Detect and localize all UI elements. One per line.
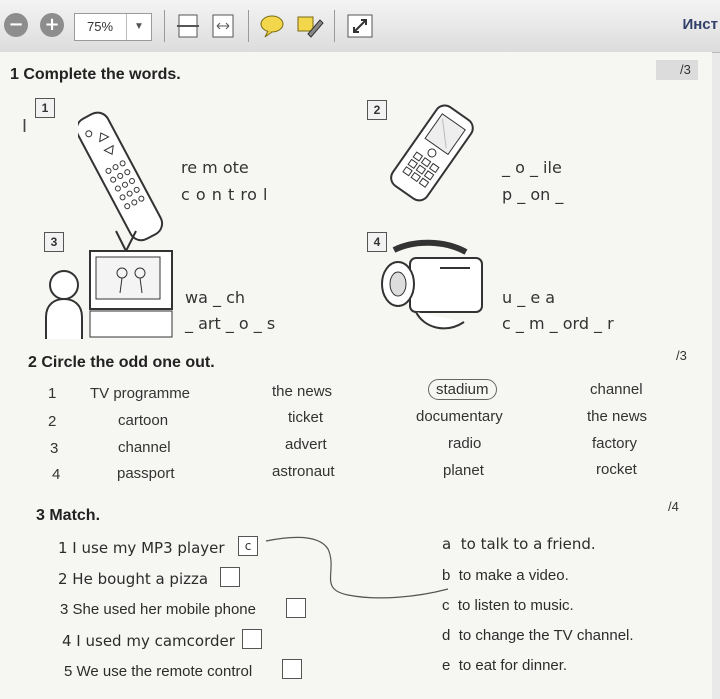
plus-circle-icon[interactable]: + bbox=[40, 13, 64, 37]
highlight-pen-icon[interactable] bbox=[294, 12, 324, 40]
option-letter: b bbox=[442, 567, 451, 584]
word-line1: _ o _ ile bbox=[502, 158, 562, 177]
toolbar-divider bbox=[248, 10, 249, 42]
match-sentence: 5 We use the remote control bbox=[64, 663, 253, 680]
match-option bbox=[442, 535, 596, 553]
item-number: 3 bbox=[44, 232, 64, 252]
score-box bbox=[656, 60, 698, 80]
answer-box[interactable] bbox=[286, 598, 306, 618]
tv-watching-illustration bbox=[42, 227, 182, 339]
toolbar bbox=[0, 0, 720, 53]
row-number: 3 bbox=[50, 440, 59, 457]
expand-icon[interactable] bbox=[345, 12, 375, 40]
toolbar-divider bbox=[164, 10, 165, 42]
option-letter: e bbox=[442, 657, 451, 674]
camcorder-illustration bbox=[380, 238, 500, 338]
word-line2: _ art _ o _ s bbox=[185, 314, 276, 333]
table-cell[interactable]: radio bbox=[448, 435, 482, 452]
table-cell[interactable]: channel bbox=[590, 381, 643, 398]
option-text: to change the TV channel. bbox=[458, 627, 634, 644]
section3-score: /4 bbox=[668, 499, 679, 514]
zoom-value: 75% bbox=[87, 19, 114, 34]
minus-circle-icon[interactable]: − bbox=[4, 13, 28, 37]
option-text: to talk to a friend. bbox=[460, 535, 596, 553]
table-cell[interactable]: documentary bbox=[416, 408, 503, 425]
worksheet-page bbox=[0, 52, 712, 699]
section1-score: /3 bbox=[680, 62, 691, 77]
word-line1: u _ e a bbox=[502, 288, 556, 307]
row-number: 2 bbox=[48, 413, 57, 430]
table-cell[interactable]: the news bbox=[272, 383, 333, 400]
table-cell[interactable]: channel bbox=[118, 439, 171, 456]
toolbar-divider bbox=[334, 10, 335, 42]
circled-answer[interactable]: stadium bbox=[428, 379, 497, 400]
section2-score: /3 bbox=[676, 348, 687, 363]
section3-title: 3 Match. bbox=[36, 507, 101, 524]
row-number: 1 bbox=[48, 385, 57, 402]
word-line1: wa _ ch bbox=[185, 288, 245, 307]
word-line1: re m ote bbox=[181, 158, 249, 177]
section1-title: 1 Complete the words. bbox=[10, 66, 181, 83]
match-sentence: 2 He bought a pizza bbox=[58, 570, 209, 588]
table-cell[interactable]: astronaut bbox=[272, 463, 335, 480]
comment-icon[interactable] bbox=[258, 12, 288, 40]
item-number: 4 bbox=[367, 232, 387, 252]
table-cell[interactable]: factory bbox=[592, 435, 638, 452]
zoom-select[interactable] bbox=[74, 13, 152, 41]
match-option bbox=[442, 627, 634, 644]
row-number: 4 bbox=[52, 466, 61, 483]
fit-width-icon[interactable] bbox=[209, 12, 239, 40]
option-letter: a bbox=[442, 535, 452, 553]
table-cell[interactable]: rocket bbox=[596, 461, 637, 478]
item-number: 2 bbox=[367, 100, 387, 120]
page-fit-icon[interactable] bbox=[175, 12, 205, 40]
item-number: 1 bbox=[35, 98, 55, 118]
answer-box[interactable]: c bbox=[238, 536, 258, 556]
match-option bbox=[442, 567, 569, 584]
answer-box[interactable] bbox=[220, 567, 240, 587]
table-cell[interactable]: planet bbox=[443, 462, 484, 479]
match-option bbox=[442, 597, 574, 614]
match-sentence: 3 She used her mobile phone bbox=[60, 601, 256, 618]
option-letter: c bbox=[442, 597, 450, 614]
text-cursor-icon: I bbox=[22, 116, 28, 136]
option-text: to make a video. bbox=[458, 567, 569, 584]
table-cell[interactable]: TV programme bbox=[90, 385, 191, 402]
word-line2: p _ on _ bbox=[502, 185, 564, 204]
word-line2: c o n t ro l bbox=[181, 185, 268, 204]
table-cell[interactable]: cartoon bbox=[118, 412, 169, 429]
chevron-down-icon[interactable]: ▼ bbox=[126, 14, 151, 40]
tools-menu-label[interactable]: Инст bbox=[682, 16, 718, 33]
table-cell[interactable]: advert bbox=[285, 436, 327, 453]
match-option bbox=[442, 657, 567, 674]
table-cell[interactable]: passport bbox=[117, 465, 175, 482]
option-text: to listen to music. bbox=[457, 597, 574, 614]
answer-box[interactable] bbox=[282, 659, 302, 679]
option-letter: d bbox=[442, 627, 451, 644]
match-sentence: 4 I used my camcorder bbox=[62, 632, 235, 650]
section2-title: 2 Circle the odd one out. bbox=[28, 354, 215, 371]
table-cell[interactable]: the news bbox=[587, 408, 648, 425]
match-line bbox=[262, 535, 452, 605]
word-line2: c _ m _ ord _ r bbox=[502, 314, 614, 333]
answer-box[interactable] bbox=[242, 629, 262, 649]
mobile-phone-illustration bbox=[380, 104, 480, 204]
table-cell[interactable]: ticket bbox=[288, 409, 324, 426]
match-sentence: 1 I use my MP3 player bbox=[58, 539, 225, 557]
option-text: to eat for dinner. bbox=[458, 657, 568, 674]
